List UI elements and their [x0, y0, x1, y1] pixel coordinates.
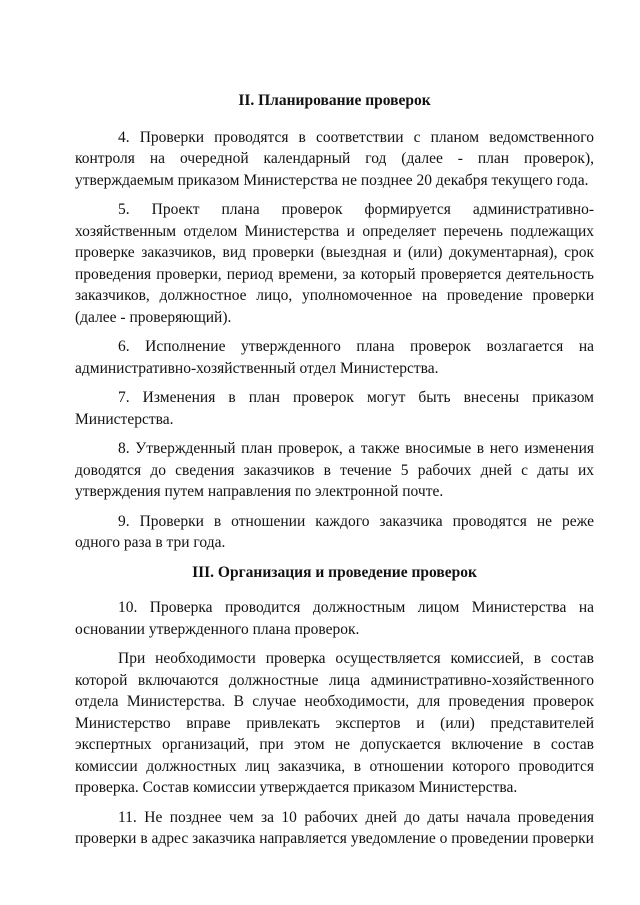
paragraph-commission: При необходимости проверка осуществляется комиссией, в состав которой включаются должностные лица административно-хозяйственного отдела Министерства. В случае необходимости, для проведения проверок Министерство вправе привлекать экспертов и (или) представителей экспертных организаций, при этом не допускается включение в состав комиссии должностных лиц заказчика, в отношении которого проводится проверка. Состав комиссии утверждается приказом Министерства. — [75, 650, 594, 796]
paragraph-5: 5. Проект плана проверок формируется административно-хозяйственным отделом Министерства и определяет перечень подлежащих проверке заказчиков, вид проверки (выездная и (или) документарная), срок проведения проверки, период времени, за который проверяется деятельность заказчиков, должностное лицо, уполномоченное на проведение проверки (далее - проверяющий). — [75, 201, 594, 326]
paragraph-11: 11. Не позднее чем за 10 рабочих дней до даты начала проведения проверки в адрес заказчика направляется уведомление о проведении проверки — [75, 808, 594, 847]
paragraph-6: 6. Исполнение утвержденного плана проверок возлагается на административно-хозяйственный отдел Министерства. — [75, 338, 594, 377]
paragraph-8: 8. Утвержденный план проверок, а также вносимые в него изменения доводятся до сведения заказчиков в течение 5 рабочих дней с даты их утверждения путем направления по электронной почте. — [75, 440, 594, 500]
paragraph-7: 7. Изменения в план проверок могут быть внесены приказом Министерства. — [75, 389, 594, 428]
document-page — [75, 90, 594, 850]
section-heading-organization: III. Организация и проведение проверок — [192, 563, 477, 581]
paragraph-4: 4. Проверки проводятся в соответствии с планом ведомственного контроля на очередной календарный год (далее - план проверок), утверждаемым приказом Министерства не позднее 20 декабря текущего года. — [75, 128, 594, 189]
paragraph-9: 9. Проверки в отношении каждого заказчика проводятся не реже одного раза в три года. — [75, 512, 594, 551]
section-heading-planning: II. Планирование проверок — [238, 92, 431, 109]
paragraph-10: 10. Проверка проводится должностным лицом Министерства на основании утвержденного плана проверок. — [75, 599, 594, 638]
